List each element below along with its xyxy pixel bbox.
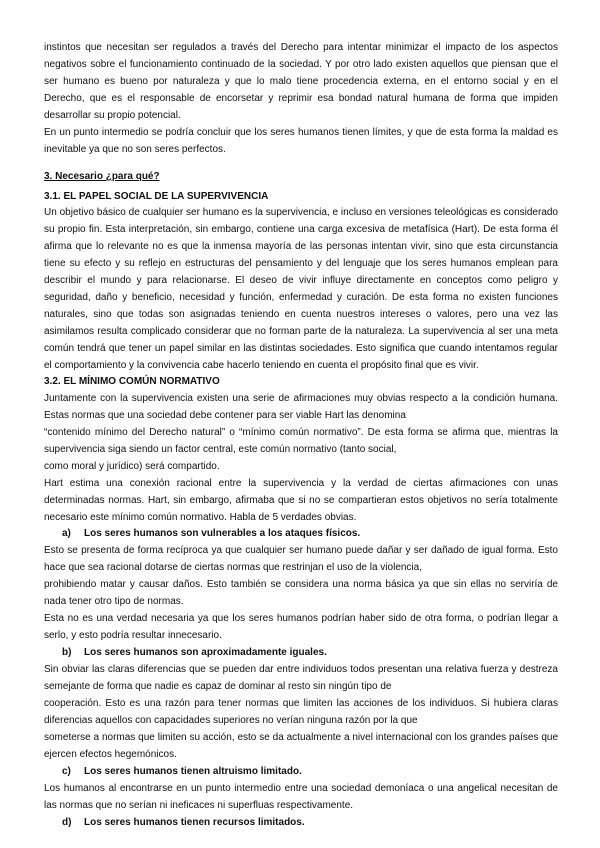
paragraph-line: inevitable ya que no son seres perfectos.	[44, 144, 226, 155]
subsection-heading: 3.2. EL MÍNIMO COMÚN NORMATIVO	[44, 376, 220, 387]
paragraph-line: desarrollar su propio potencial.	[44, 110, 181, 121]
paragraph-line: su propio fin. Esta interpretación, sin embargo, contiene una carga excesiva de metafísica (Hart). De esta forma él	[44, 224, 558, 235]
list-marker: b)	[62, 647, 72, 658]
paragraph-line: Esto se presenta de forma recíproca ya que cualquier ser humano puede dañar y ser dañado de igual forma. Esto	[44, 545, 558, 556]
paragraph-line: En un punto intermedio se podría concluir que los seres humanos tienen límites, y que de esta forma la maldad es	[44, 127, 558, 138]
paragraph-line: semejante de forma que nadie es capaz de dominar al resto sin ningún tipo de	[44, 681, 392, 692]
paragraph-line: las normas que no serían ni ineficaces ni superfluas respectivamente.	[44, 800, 354, 811]
paragraph-line: “contenido mínimo del Derecho natural” o “mínimo común normativo”. De esta forma se afirma que, mientras la	[44, 427, 558, 438]
paragraph-line: Derecho, que es el responsable de encorsetar y reprimir esa bondad natural humana de forma que impiden	[44, 93, 558, 104]
paragraph-line: Sin obviar las claras diferencias que se pueden dar entre individuos todos presentan una relativa fuerza y destreza	[44, 664, 558, 675]
paragraph-line: prohibiendo matar y causar daños. Esto también se considera una norma básica ya que sin ellas no serviría de	[44, 579, 558, 590]
paragraph-line: asimilamos resulta complicado considerar que no forman parte de la naturaleza. La supervivencia al ser una meta	[44, 326, 558, 337]
paragraph-line: Un objetivo básico de cualquier ser humano es la supervivencia, e incluso en versiones teleológicas es considerado	[44, 207, 558, 218]
paragraph-line: hace que sea racional dotarse de ciertas normas que restrinjan el uso de la violencia,	[44, 562, 422, 573]
paragraph-line: Los humanos al encontrarse en un punto intermedio entre una sociedad demoníaca o una angelical necesitan de	[44, 783, 558, 794]
paragraph-line: ejercen efectos hegemónicos.	[44, 749, 177, 760]
list-item-title: Los seres humanos son aproximadamente iguales.	[84, 647, 327, 658]
list-item-title: Los seres humanos tienen recursos limitados.	[84, 817, 305, 828]
paragraph-line: Juntamente con la supervivencia existen una serie de afirmaciones muy obvias respecto a la condición humana.	[44, 393, 558, 404]
paragraph-line: ser humano es bueno por naturaleza y que lo malo tiene procedencia externa, en el entorno social y en el	[44, 76, 558, 87]
paragraph-line: diferencias aquellos con capacidades superiores no verían ninguna razón por la que	[44, 715, 418, 726]
list-item-title: Los seres humanos tienen altruismo limitado.	[84, 766, 302, 777]
paragraph-line: afirma que lo relevante no es que la inmensa mayoría de las personas intentan vivir, sino que esta circunstancia	[44, 241, 558, 252]
paragraph-line: como moral y jurídico) será compartido.	[44, 461, 220, 472]
paragraph-line: instintos que necesitan ser regulados a través del Derecho para intentar minimizar el impacto de los aspectos	[44, 42, 558, 53]
paragraph-line: determinadas normas. Hart, sin embargo, afirmaba que si no se compartieran estos objetivos no sería totalmente	[44, 495, 558, 506]
paragraph-line: Esta no es una verdad necesaria ya que los seres humanos podrían haber sido de otra forma, o podrían llegar a	[44, 613, 558, 624]
paragraph-line: nada tener otro tipo de normas.	[44, 596, 184, 607]
paragraph-line: describir el mundo y para relacionarse. El deseo de vivir influye directamente en conceptos como peligro y	[44, 275, 558, 286]
list-marker: a)	[62, 528, 71, 539]
paragraph-line: tiene su efecto y su reflejo en estructuras del pensamiento y del lenguaje que los seres humanos emplean para	[44, 258, 558, 269]
paragraph-line: el comportamiento y la convivencia cabe hacerlo teniendo en cuenta el propósito final que es vivir.	[44, 360, 479, 371]
subsection-heading: 3.1. EL PAPEL SOCIAL DE LA SUPERVIVENCIA	[44, 191, 269, 202]
paragraph-line: supervivencia siga siendo un factor central, este común normativo (tanto social,	[44, 444, 397, 455]
paragraph-line: negativos sobre el funcionamiento continuado de la sociedad. Y por otro lado existen aquellos que piensan que el	[44, 59, 558, 70]
paragraph-line: Estas normas que una sociedad debe contener para ser viable Hart las denomina	[44, 410, 406, 421]
paragraph-line: necesario este mínimo común normativo. Habla de 5 verdades obvias.	[44, 512, 357, 523]
list-item-title: Los seres humanos son vulnerables a los ataques físicos.	[84, 528, 361, 539]
paragraph-line: Hart estima una conexión racional entre la supervivencia y la verdad de ciertas afirmaciones con unas	[44, 478, 558, 489]
paragraph-line: someterse a normas que limiten su acción, esto se da actualmente a nivel internacional con los grandes países que	[44, 732, 558, 743]
paragraph-line: cooperación. Esto es una razón para tener normas que limiten las acciones de los individuos. Si hubiera claras	[44, 698, 558, 709]
list-marker: d)	[62, 817, 72, 828]
section-heading: 3. Necesario ¿para qué?	[44, 171, 160, 182]
paragraph-line: serlo, y esto podría resultar innecesario.	[44, 630, 222, 641]
paragraph-line: naturales, sino que todas son asignadas teniendo en cuenta nuestros intereses o valores, pero una vez las	[44, 309, 558, 320]
paragraph-line: común tendrá que tener un papel similar en las distintas sociedades. Esto significa que cuando intentamos regular	[44, 343, 558, 354]
paragraph-line: seguridad, daño y beneficio, necesidad y función, enfermedad y curación. De esta forma no existen funciones	[44, 292, 558, 303]
list-marker: c)	[62, 766, 71, 777]
